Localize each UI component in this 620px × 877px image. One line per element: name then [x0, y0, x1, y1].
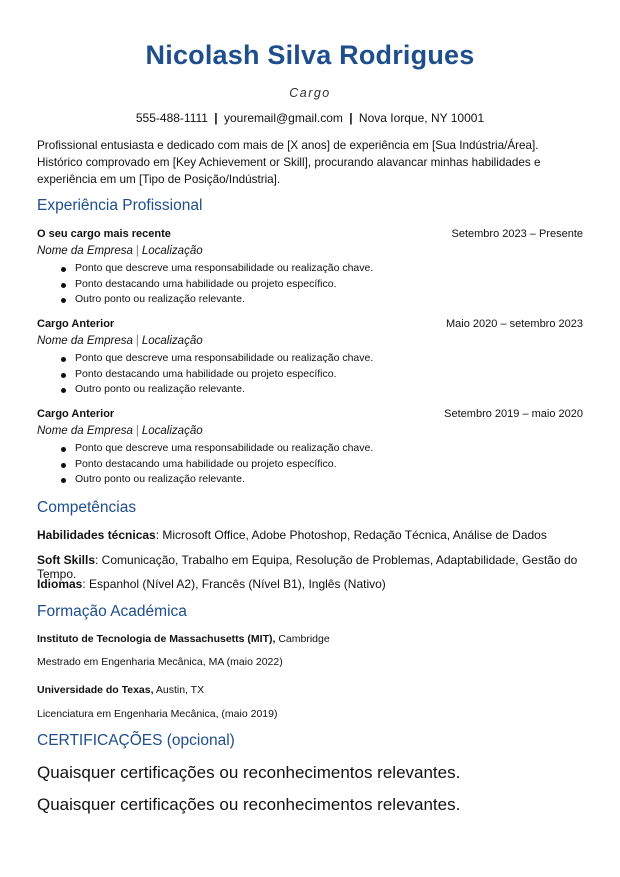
job-bullet: Outro ponto ou realização relevante. — [75, 292, 373, 308]
education-city: Austin, TX — [153, 684, 205, 696]
job-bullet: Ponto que descreve uma responsabilidade ou realização chave. — [75, 261, 373, 277]
job-title: Cargo Anterior — [37, 318, 115, 330]
education-heading: Formação Académica — [37, 603, 187, 620]
job-dates: Maio 2020 – setembro 2023 — [446, 318, 583, 330]
contact-email: youremail@gmail.com — [223, 111, 343, 125]
job-bullet: Ponto que descreve uma responsabilidade ou realização chave. — [75, 441, 373, 457]
education-institution: Universidade do Texas, — [37, 684, 154, 696]
skill-line — [37, 528, 547, 542]
job-title: Cargo Anterior — [37, 408, 115, 420]
job-bullet: Ponto destacando uma habilidade ou projeto específico. — [75, 277, 373, 293]
contact-location: Nova Iorque, NY 10001 — [358, 111, 485, 125]
skill-label: Habilidades técnicas — [37, 528, 156, 542]
contact-phone: 555-488-1111 — [135, 111, 208, 125]
job-bullets — [37, 351, 373, 398]
job-bullets — [37, 441, 373, 488]
company-separator: | — [135, 335, 139, 347]
job-bullet: Ponto que descreve uma responsabilidade ou realização chave. — [75, 351, 373, 367]
certifications-heading: CERTIFICAÇÕES (opcional) — [37, 732, 235, 749]
job-bullet: Ponto destacando uma habilidade ou projeto específico. — [75, 367, 373, 383]
education-institution-line — [37, 633, 330, 645]
skill-value: : Espanhol (Nível A2), Francês (Nível B1), Inglês (Nativo) — [82, 577, 386, 591]
company-separator: | — [135, 425, 139, 437]
candidate-name: Nicolash Silva Rodrigues — [145, 40, 475, 70]
job-location: Localização — [141, 335, 203, 347]
candidate-role: Cargo — [289, 86, 331, 100]
company-separator: | — [135, 245, 139, 257]
job-bullet: Ponto destacando uma habilidade ou projeto específico. — [75, 457, 373, 473]
experience-heading: Experiência Profissional — [37, 197, 203, 214]
certification-item: Quaisquer certificações ou reconhecimentos relevantes. — [37, 763, 461, 782]
job-company-line — [37, 245, 203, 257]
job-title: O seu cargo mais recente — [37, 228, 171, 240]
contact-line — [37, 111, 583, 125]
education-institution: Instituto de Tecnologia de Massachusetts (MIT), — [37, 633, 276, 645]
job-company: Nome da Empresa — [37, 425, 133, 437]
contact-separator: | — [214, 111, 218, 125]
skill-label: Idiomas — [37, 577, 83, 591]
job-dates: Setembro 2019 – maio 2020 — [444, 408, 583, 420]
education-degree: Mestrado em Engenharia Mecânica, MA (maio 2022) — [37, 656, 283, 668]
education-city: Cambridge — [275, 633, 330, 645]
job-company-line — [37, 425, 203, 437]
professional-summary: Profissional entusiasta e dedicado com mais de [X anos] de experiência em [Sua Indústria/Área]. Histórico comprovado em [Key Achievement or Skill], procurando alavancar minhas habilidades e experiência em um [Tipo de Posição/Indústria]. — [37, 139, 541, 186]
skill-value: : Microsoft Office, Adobe Photoshop, Redação Técnica, Análise de Dados — [155, 528, 547, 542]
job-dates: Setembro 2023 – Presente — [451, 228, 583, 240]
skills-heading: Competências — [37, 499, 137, 516]
job-bullet: Outro ponto ou realização relevante. — [75, 472, 373, 488]
job-bullets — [37, 261, 373, 308]
job-location: Localização — [141, 245, 203, 257]
skill-label: Soft Skills — [37, 553, 96, 567]
skill-value: : Comunicação, Trabalho em Equipa, Resolução de Problemas, Adaptabilidade, Gestão do Tempo. — [37, 553, 578, 581]
job-company-line — [37, 335, 203, 347]
contact-separator: | — [349, 111, 353, 125]
job-company: Nome da Empresa — [37, 335, 133, 347]
certification-item: Quaisquer certificações ou reconhecimentos relevantes. — [37, 795, 461, 814]
education-degree: Licenciatura em Engenharia Mecânica, (maio 2019) — [37, 708, 278, 720]
skill-line — [37, 577, 386, 591]
job-company: Nome da Empresa — [37, 245, 133, 257]
job-location: Localização — [141, 425, 203, 437]
education-institution-line — [37, 684, 204, 696]
job-bullet: Outro ponto ou realização relevante. — [75, 382, 373, 398]
